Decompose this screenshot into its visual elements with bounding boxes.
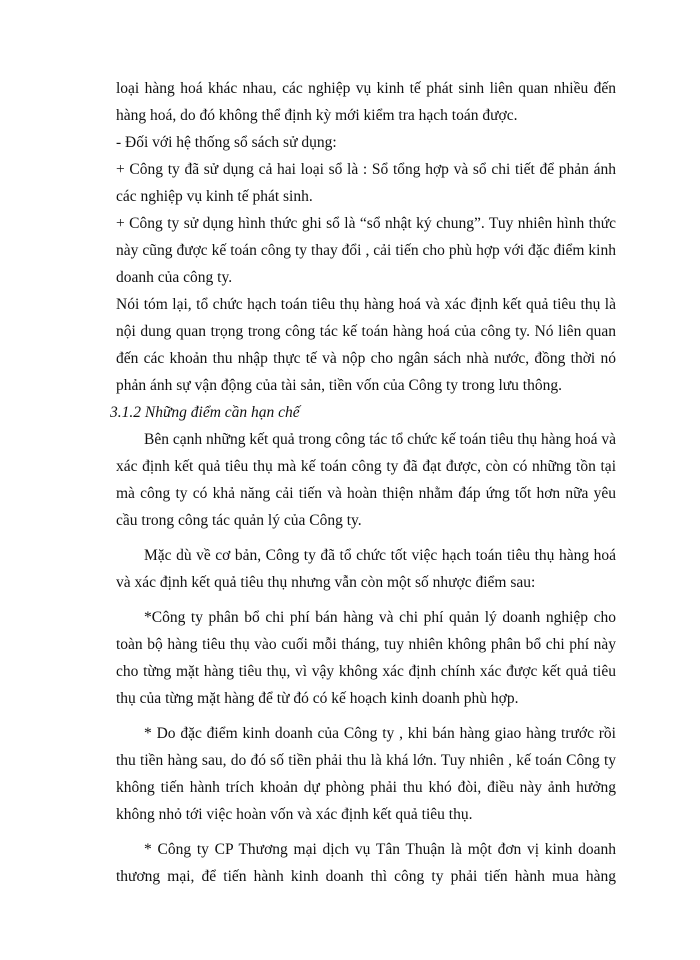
paragraph-existing-issues: Bên cạnh những kết quả trong công tác tổ chức kế toán tiêu thụ hàng hoá và xác định kết quả tiêu thụ mà kế toán công ty đã đạt được, còn có những tồn tại mà công ty có khả năng cải tiến và hoàn thiện nhằm đáp ứng tốt hơn nữa yêu cầu trong công tác quản lý của Công ty. xyxy=(116,431,616,529)
paragraph-book-types: + Công ty đã sử dụng cả hai loại sổ là : Sổ tổng hợp và sổ chi tiết để phản ánh các nghiệp vụ kinh tế phát sinh. xyxy=(116,161,616,205)
paragraph-book-system-heading: - Đối với hệ thống sổ sách sử dụng: xyxy=(116,134,337,151)
paragraph-weaknesses-intro: Mặc dù về cơ bản, Công ty đã tổ chức tốt việc hạch toán tiêu thụ hàng hoá và xác định kết quả tiêu thụ nhưng vẫn còn một số nhược điểm sau: xyxy=(116,547,616,591)
paragraph-receivables: * Do đặc điểm kinh doanh của Công ty , khi bán hàng giao hàng trước rồi thu tiền hàng sau, do đó số tiền phải thu là khá lớn. Tuy nhiên , kế toán Công ty không tiến hành trích khoản dự phòng phải thu khó đòi, điều này ảnh hưởng không nhỏ tới việc hoàn vốn và xác định kết quả tiêu thụ. xyxy=(116,725,616,823)
paragraph-company-commerce: * Công ty CP Thương mại dịch vụ Tân Thuận là một đơn vị kinh doanh thương mại, để tiến hành kinh doanh thì công ty phải tiến hành mua hàng xyxy=(116,841,616,885)
paragraph-cost-allocation: *Công ty phân bổ chi phí bán hàng và chi phí quản lý doanh nghiệp cho toàn bộ hàng tiêu thụ vào cuối mỗi tháng, tuy nhiên không phân bổ chi phí này cho từng mặt hàng tiêu thụ, vì vậy không xác định chính xác được kết quả tiêu thụ của từng mặt hàng để từ đó có kế hoạch kinh doanh phù hợp. xyxy=(116,609,616,707)
paragraph-journal-form: + Công ty sử dụng hình thức ghi sổ là “sổ nhật ký chung”. Tuy nhiên hình thức này cũng được kế toán công ty thay đổi , cải tiến cho phù hợp với đặc điểm kinh doanh của công ty. xyxy=(116,215,616,286)
paragraph-summary: Nói tóm lại, tổ chức hạch toán tiêu thụ hàng hoá và xác định kết quả tiêu thụ là nội dung quan trọng trong công tác kế toán hàng hoá của công ty. Nó liên quan đến các khoản thu nhập thực tế và nộp cho ngân sách nhà nước, đồng thời nó phản ánh sự vận động của tài sản, tiền vốn của Công ty trong lưu thông. xyxy=(116,296,616,394)
document-body xyxy=(110,75,616,890)
paragraph-goods-variety: loại hàng hoá khác nhau, các nghiệp vụ kinh tế phát sinh liên quan nhiều đến hàng hoá, do đó không thể định kỳ mới kiểm tra hạch toán được. xyxy=(116,80,616,124)
section-heading: 3.1.2 Những điểm cần hạn chế xyxy=(110,404,300,421)
